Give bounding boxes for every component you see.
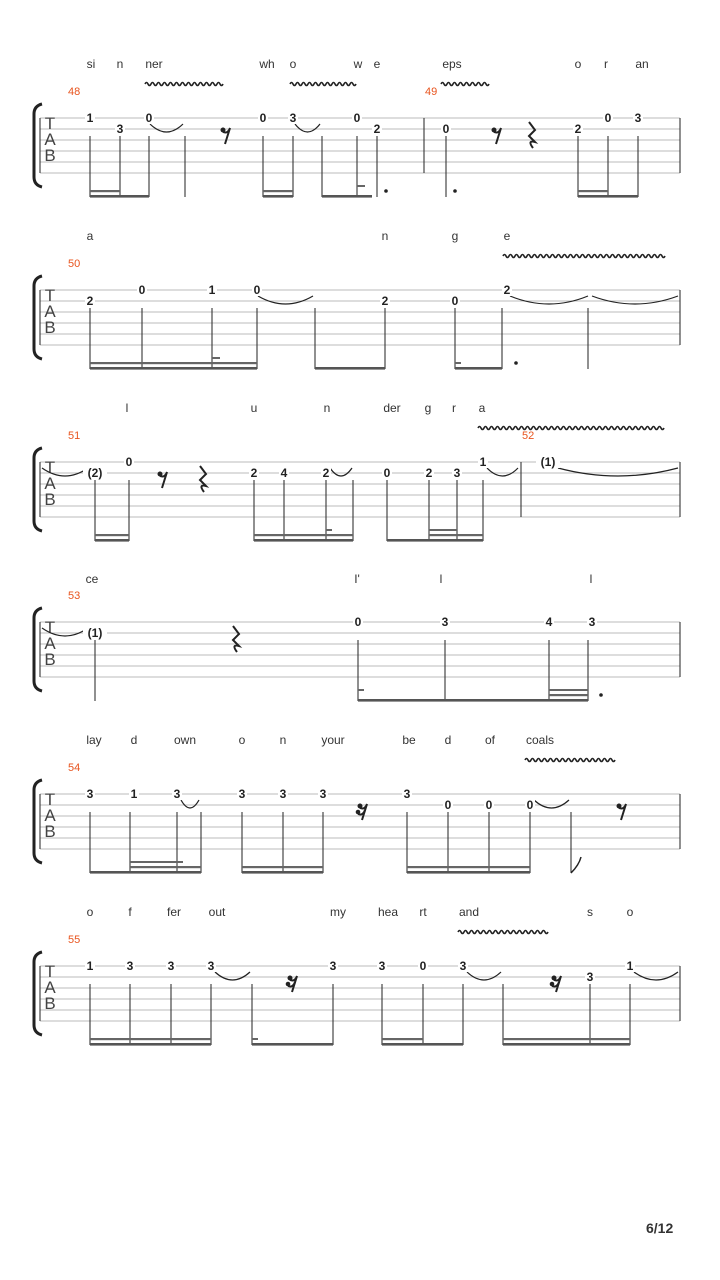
tab-clef-letter: A	[44, 474, 56, 493]
lyric-syllable: your	[321, 733, 345, 747]
lyric-syllable: n	[279, 733, 287, 747]
lyric-syllable: of	[484, 733, 496, 747]
tie-arc	[215, 972, 250, 980]
fret-number: 0	[526, 798, 534, 812]
tie-arc	[634, 972, 678, 980]
tab-clef-letter: T	[44, 114, 56, 133]
beam	[263, 190, 293, 192]
beam	[315, 367, 385, 370]
beam	[90, 1038, 211, 1040]
fret-number: 4	[280, 466, 288, 480]
lyric-syllable: g	[451, 229, 459, 243]
fret-number: 3	[586, 970, 594, 984]
fret-number: 3	[167, 959, 175, 973]
fret-number: 0	[354, 615, 362, 629]
beam	[90, 367, 257, 370]
rest-symbol	[529, 122, 535, 148]
measure-number: 52	[522, 430, 535, 442]
beam	[429, 529, 457, 531]
vibrato-mark	[503, 255, 665, 258]
beam	[455, 367, 502, 370]
tab-clef-letter: B	[44, 318, 56, 337]
fret-number: 1	[130, 787, 138, 801]
rest-symbol	[286, 976, 297, 993]
lyric-syllable: I'	[354, 572, 360, 586]
beam	[358, 699, 588, 702]
measure-number: 48	[68, 86, 81, 98]
lyric-syllable: l	[589, 572, 593, 586]
tab-clef-letter: T	[44, 286, 56, 305]
beam	[322, 195, 372, 198]
beam	[407, 871, 530, 874]
fret-number: 2	[425, 466, 433, 480]
rest-symbol	[550, 976, 561, 993]
fret-number: 3	[173, 787, 181, 801]
fret-number: 2	[373, 122, 381, 136]
measure-number: 49	[425, 86, 438, 98]
vibrato-mark	[441, 83, 489, 86]
fret-number: 3	[634, 111, 642, 125]
fret-number: (2)	[87, 466, 103, 480]
fret-number: 1	[626, 959, 634, 973]
tie-arc	[330, 468, 352, 476]
fret-number: 3	[588, 615, 596, 629]
beam	[90, 362, 257, 364]
fret-number: 0	[138, 283, 146, 297]
fret-number: 0	[485, 798, 493, 812]
lyric-syllable: g	[424, 401, 432, 415]
beam	[130, 866, 201, 868]
beam	[578, 195, 638, 198]
tie-arc	[258, 296, 313, 304]
lyric-syllable: si	[86, 57, 96, 71]
fret-number: (1)	[87, 626, 103, 640]
beam	[130, 861, 177, 863]
measure-number: 51	[68, 430, 81, 442]
system-bracket	[34, 952, 42, 1035]
lyric-syllable: l	[439, 572, 443, 586]
lyric-syllable: rt	[419, 905, 427, 919]
beam	[326, 529, 332, 531]
augmentation-dot	[453, 189, 457, 193]
lyric-syllable: hea	[377, 905, 399, 919]
vibrato-mark	[145, 83, 223, 86]
augmentation-dot	[514, 361, 518, 365]
lyric-syllable: wh	[259, 57, 275, 71]
fret-number: 1	[208, 283, 216, 297]
rest-symbol	[356, 804, 367, 821]
lyric-syllable: d	[130, 733, 138, 747]
fret-number: 3	[378, 959, 386, 973]
measure-number: 53	[68, 590, 81, 602]
lyric-syllable: n	[116, 57, 124, 71]
beam	[503, 1043, 630, 1046]
fret-number: 3	[319, 787, 327, 801]
fret-number: 3	[279, 787, 287, 801]
note-flag	[571, 857, 581, 873]
fret-number: 3	[238, 787, 246, 801]
fret-number: 0	[451, 294, 459, 308]
fret-number: 1	[86, 111, 94, 125]
beam	[357, 185, 365, 187]
tab-clef-letter: A	[44, 130, 56, 149]
beam	[263, 195, 293, 198]
fret-number: 0	[604, 111, 612, 125]
tab-clef-letter: A	[44, 634, 56, 653]
beam	[177, 861, 183, 863]
fret-number: 3	[86, 787, 94, 801]
lyric-syllable: o	[86, 905, 94, 919]
system-bracket	[34, 448, 42, 531]
lyric-syllable: eps	[442, 57, 462, 71]
lyric-syllable: r	[452, 401, 456, 415]
augmentation-dot	[599, 693, 603, 697]
beam	[90, 195, 149, 198]
lyric-syllable: out	[208, 905, 226, 919]
vibrato-mark	[290, 83, 356, 86]
tab-clef-letter: B	[44, 822, 56, 841]
rest-symbol	[492, 128, 502, 145]
tie-arc	[534, 800, 569, 808]
lyric-syllable: d	[444, 733, 452, 747]
fret-number: 1	[86, 959, 94, 973]
beam	[549, 689, 588, 691]
tab-clef-letter: T	[44, 458, 56, 477]
lyric-syllable: own	[173, 733, 197, 747]
lyric-syllable: der	[383, 401, 401, 415]
fret-number: 2	[322, 466, 330, 480]
beam	[358, 689, 364, 691]
lyric-syllable: w	[353, 57, 363, 71]
beam	[382, 1038, 423, 1040]
beam	[242, 871, 323, 874]
lyric-syllable: ce	[85, 572, 99, 586]
beam	[90, 871, 201, 874]
fret-number: 0	[145, 111, 153, 125]
tie-arc	[592, 296, 678, 304]
lyric-syllable: f	[128, 905, 132, 919]
tie-arc	[487, 468, 518, 476]
lyric-syllable: a	[86, 229, 94, 243]
beam	[90, 190, 120, 192]
measure-number: 54	[68, 762, 81, 774]
lyric-syllable: o	[574, 57, 582, 71]
lyric-syllable: fer	[166, 905, 182, 919]
fret-number: 0	[442, 122, 450, 136]
beam	[455, 362, 461, 364]
lyric-syllable: a	[478, 401, 486, 415]
fret-number: 1	[479, 455, 487, 469]
tab-clef-letter: T	[44, 618, 56, 637]
lyric-syllable: r	[604, 57, 608, 71]
fret-number: 4	[545, 615, 553, 629]
tie-arc	[150, 124, 183, 132]
fret-number: 2	[503, 283, 511, 297]
lyric-syllable: u	[250, 401, 258, 415]
rest-symbol	[233, 626, 239, 652]
lyric-syllable: l	[125, 401, 129, 415]
rest-symbol	[617, 804, 627, 821]
system-bracket	[34, 104, 42, 187]
lyric-syllable: n	[381, 229, 389, 243]
fret-number: 0	[259, 111, 267, 125]
fret-number: 3	[403, 787, 411, 801]
tie-arc	[558, 468, 678, 476]
tab-clef-letter: B	[44, 146, 56, 165]
lyric-syllable: e	[373, 57, 381, 71]
vibrato-mark	[458, 931, 548, 934]
fret-number: 0	[125, 455, 133, 469]
lyric-syllable: s	[587, 905, 593, 919]
system-bracket	[34, 608, 42, 691]
lyric-syllable: o	[238, 733, 246, 747]
beam	[252, 1038, 258, 1040]
vibrato-mark	[525, 759, 615, 762]
system-bracket	[34, 276, 42, 359]
fret-number: 3	[289, 111, 297, 125]
beam	[90, 1043, 211, 1046]
tab-clef-letter: B	[44, 490, 56, 509]
fret-number: 0	[253, 283, 261, 297]
tie-arc	[510, 296, 588, 304]
fret-number: 2	[381, 294, 389, 308]
tab-clef-letter: A	[44, 978, 56, 997]
lyric-syllable: n	[323, 401, 331, 415]
beam	[578, 190, 608, 192]
lyric-syllable: lay	[86, 733, 102, 747]
lyric-syllable: coals	[525, 733, 555, 747]
system-bracket	[34, 780, 42, 863]
fret-number: 2	[574, 122, 582, 136]
rest-symbol	[221, 128, 231, 145]
fret-number: 0	[419, 959, 427, 973]
fret-number: 3	[207, 959, 215, 973]
tab-clef-letter: A	[44, 806, 56, 825]
beam	[254, 534, 353, 536]
beam	[387, 539, 483, 542]
fret-number: 0	[353, 111, 361, 125]
rest-symbol	[158, 472, 168, 489]
fret-number: 3	[116, 122, 124, 136]
tie-arc	[295, 124, 320, 132]
vibrato-mark	[478, 427, 664, 430]
rest-symbol	[200, 466, 206, 492]
lyric-syllable: o	[626, 905, 634, 919]
fret-number: 0	[383, 466, 391, 480]
measure-number: 50	[68, 258, 81, 270]
lyric-syllable: an	[635, 57, 649, 71]
fret-number: 3	[441, 615, 449, 629]
beam	[95, 534, 129, 536]
beam	[212, 357, 220, 359]
lyric-syllable: ner	[145, 57, 163, 71]
fret-number: 2	[86, 294, 94, 308]
lyric-syllable: e	[503, 229, 511, 243]
fret-number: 3	[459, 959, 467, 973]
measure-number: 55	[68, 934, 81, 946]
fret-number: 3	[453, 466, 461, 480]
lyric-syllable: o	[289, 57, 297, 71]
tab-clef-letter: B	[44, 650, 56, 669]
beam	[252, 1043, 333, 1046]
beam	[254, 539, 353, 542]
tab-clef-letter: B	[44, 994, 56, 1013]
tie-arc	[467, 972, 501, 980]
beam	[429, 534, 483, 536]
beam	[407, 866, 530, 868]
augmentation-dot	[384, 189, 388, 193]
lyric-syllable: my	[330, 905, 346, 919]
beam	[242, 866, 323, 868]
beam	[503, 1038, 630, 1040]
fret-number: 2	[250, 466, 258, 480]
beam	[382, 1043, 463, 1046]
tab-clef-letter: T	[44, 962, 56, 981]
fret-number: 3	[126, 959, 134, 973]
beam	[95, 539, 129, 542]
page-number: 6/12	[646, 1220, 674, 1236]
tab-clef-letter: T	[44, 790, 56, 809]
tie-arc	[181, 800, 199, 808]
beam	[549, 694, 555, 696]
fret-number: 3	[329, 959, 337, 973]
tab-clef-letter: A	[44, 302, 56, 321]
fret-number: 0	[444, 798, 452, 812]
fret-number: (1)	[540, 455, 556, 469]
lyric-syllable: be	[402, 733, 416, 747]
lyric-syllable: and	[458, 905, 480, 919]
